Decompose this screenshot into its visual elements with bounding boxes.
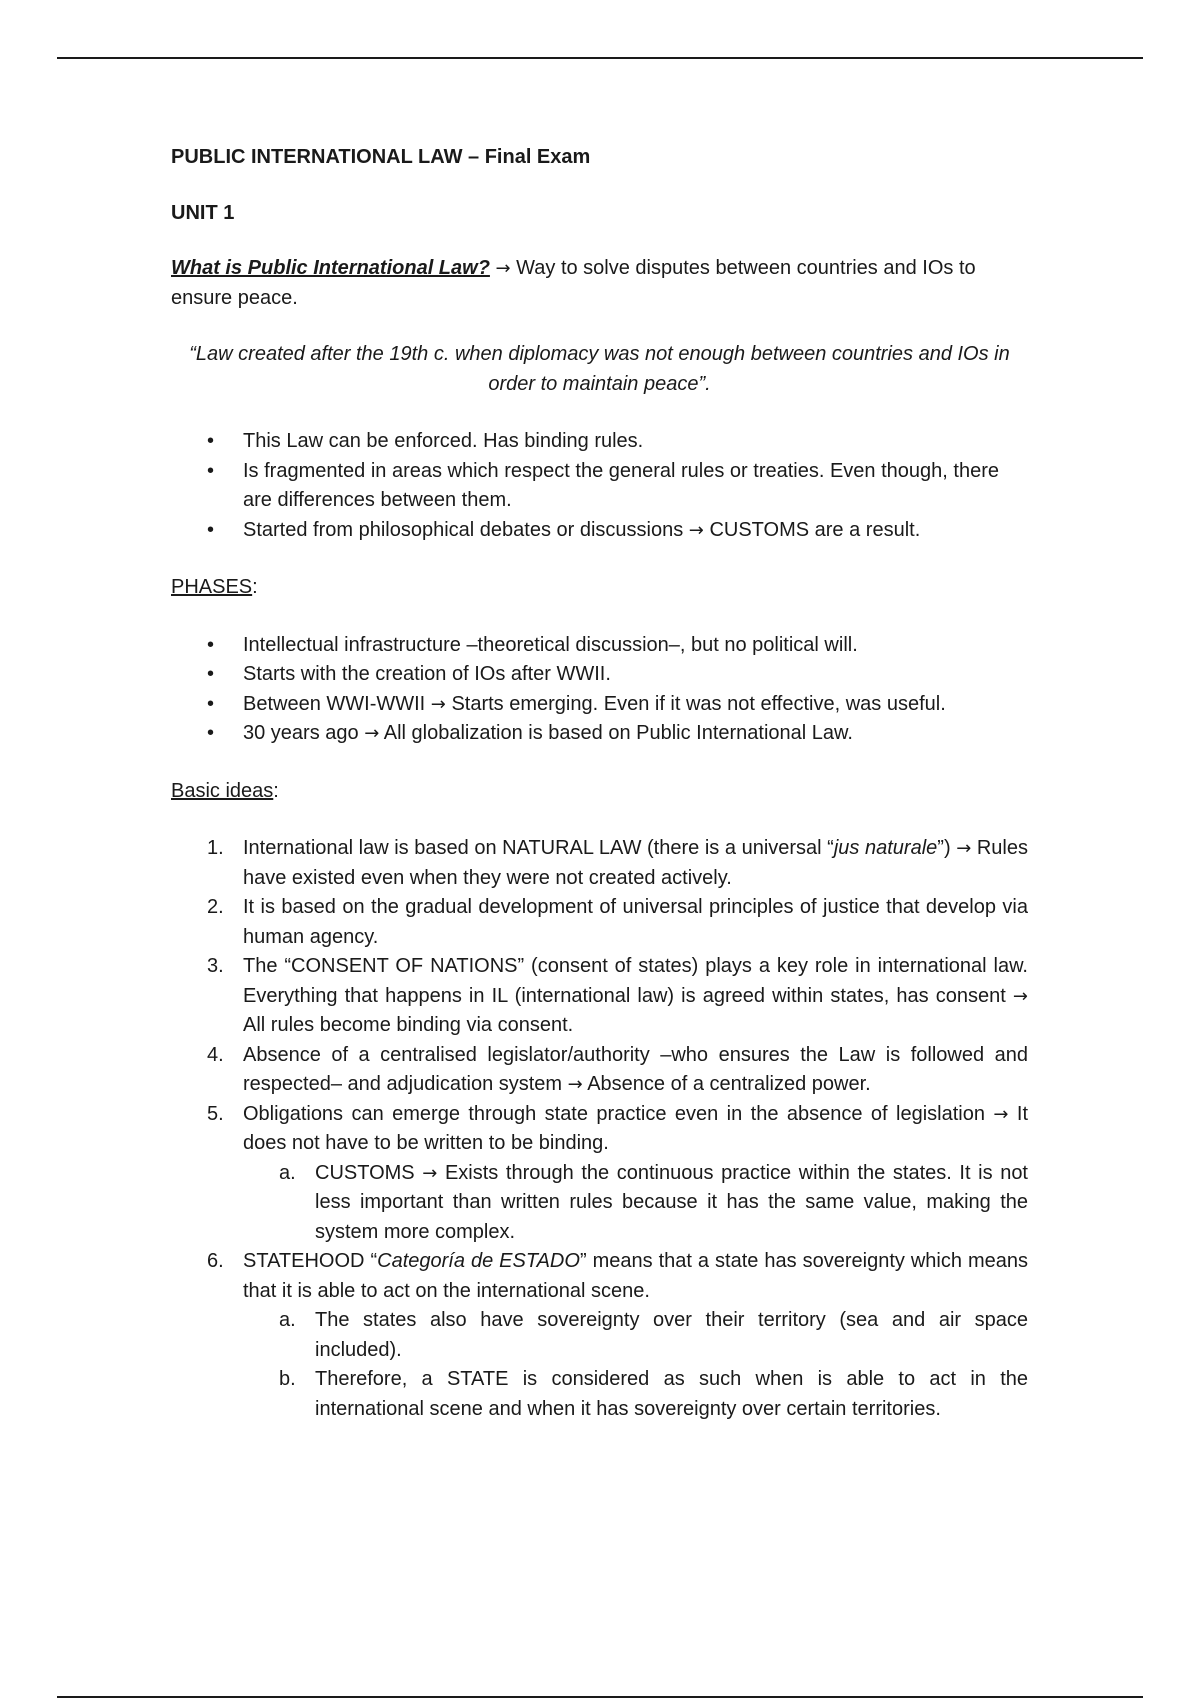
- list-item-text: Between WWI-WWII: [243, 692, 431, 715]
- list-item-text: Therefore, a STATE is considered as such when is able to act in the international scene and when it has sovereignty over certain territories.: [315, 1368, 1028, 1420]
- list-letter: a.: [279, 1309, 296, 1331]
- header-rule: [57, 57, 1143, 59]
- list-item-text: CUSTOMS are a result.: [703, 518, 921, 541]
- arrow-icon: →: [422, 1162, 438, 1184]
- document-body: [171, 143, 1028, 1424]
- list-item-text: The states also have sovereignty over their territory (sea and air space included).: [315, 1309, 1028, 1361]
- phases-heading-text: PHASES: [171, 576, 253, 598]
- definition-quote: “Law created after the 19th c. when diplomacy was not enough between countries and IOs in order to maintain peace”.: [189, 343, 1010, 395]
- list-item: [171, 952, 1028, 1041]
- list-item-text: Obligations can emerge through state practice even in the absence of legislation: [243, 1102, 994, 1125]
- sub-list-item: [243, 1159, 1028, 1248]
- list-item-text: ”): [937, 837, 957, 859]
- list-item-text: It is based on the gradual development of universal principles of justice that develop via human agency.: [243, 896, 1028, 948]
- list-number: 5.: [207, 1102, 224, 1125]
- list-letter: b.: [279, 1368, 296, 1390]
- arrow-icon: →: [956, 838, 972, 859]
- list-item-text: CUSTOMS: [315, 1161, 423, 1184]
- basic-ideas-list: [171, 834, 1028, 1424]
- arrow-icon: →: [430, 693, 446, 715]
- intro-paragraph: [171, 254, 1028, 313]
- list-item: [171, 1100, 1028, 1248]
- list-item: [171, 660, 1028, 690]
- list-number: 1.: [207, 837, 224, 859]
- list-item: [171, 427, 1028, 457]
- list-number: 2.: [207, 896, 224, 918]
- list-item: [171, 516, 1028, 546]
- intro-answer: Way to solve disputes between countries and IOs to ensure peace.: [171, 257, 976, 309]
- arrow-icon: →: [364, 723, 380, 744]
- list-item-text: Started from philosophical debates or discussions: [243, 518, 689, 541]
- list-item-text: It does not have to be written to be binding.: [243, 1102, 1029, 1154]
- list-item-text: Intellectual infrastructure –theoretical discussion–, but no political will.: [243, 633, 858, 656]
- arrow-icon: →: [495, 258, 511, 279]
- intro-question: What is Public International Law?: [171, 257, 490, 279]
- list-item-text: 30 years ago: [243, 722, 365, 744]
- list-item-text: Absence of a centralised legislator/authority –who ensures the Law is followed and respected– and adjudication system: [243, 1043, 1028, 1095]
- list-item-text: All globalization is based on Public International Law.: [379, 722, 853, 744]
- list-item-text: Starts emerging. Even if it was not effective, was useful.: [445, 692, 946, 715]
- list-item-text: Exists through the continuous practice within the states. It is not less important than written rules because it has the same value, making the system more complex.: [315, 1161, 1028, 1243]
- latin-term: jus naturale: [833, 837, 938, 859]
- sub-list-item: [243, 1365, 1028, 1424]
- list-item-text: The “CONSENT OF NATIONS” (consent of states) plays a key role in international law. Everything that happens in IL (international law) is agreed within states, has consent: [243, 955, 1028, 1007]
- list-item-text: Is fragmented in areas which respect the general rules or treaties. Even though, there are differences between them.: [243, 459, 999, 511]
- unit-heading: UNIT 1: [171, 201, 235, 224]
- list-item-text: Absence of a centralized power.: [582, 1073, 871, 1095]
- basic-ideas-heading-text: Basic ideas: [171, 779, 274, 802]
- phases-heading: [171, 573, 1028, 603]
- list-item-text: This Law can be enforced. Has binding rules.: [243, 430, 644, 452]
- footer-rule: [57, 1696, 1143, 1698]
- sub-list: [243, 1306, 1028, 1424]
- spanish-term: Categoría de ESTADO: [377, 1250, 580, 1272]
- characteristics-list: [171, 427, 1028, 545]
- heading-colon: :: [252, 576, 258, 598]
- list-item: [171, 1041, 1028, 1100]
- list-number: 3.: [207, 955, 224, 977]
- list-item-text: All rules become binding via consent.: [243, 1014, 574, 1036]
- list-item: [171, 1247, 1028, 1424]
- sub-list: [243, 1159, 1028, 1248]
- list-number: 6.: [207, 1250, 224, 1272]
- list-item: [171, 631, 1028, 661]
- arrow-icon: →: [1012, 985, 1028, 1007]
- list-item-text: Rules have existed even when they were not created actively.: [243, 837, 1028, 889]
- list-item-text: STATEHOOD “: [243, 1250, 378, 1272]
- arrow-icon: →: [688, 519, 704, 541]
- list-item-text: ” means that a state has sovereignty which means that it is able to act on the international scene.: [243, 1250, 1029, 1302]
- list-item-text: Starts with the creation of IOs after WWII.: [243, 663, 611, 685]
- sub-list-item: [243, 1306, 1028, 1365]
- list-item: [171, 834, 1028, 893]
- basic-ideas-heading: [171, 777, 1028, 807]
- document-title: PUBLIC INTERNATIONAL LAW – Final Exam: [171, 146, 591, 168]
- list-item: [171, 690, 1028, 720]
- list-number: 4.: [207, 1043, 224, 1066]
- list-item: [171, 893, 1028, 952]
- list-item: [171, 457, 1028, 516]
- phases-list: [171, 631, 1028, 749]
- heading-colon: :: [273, 779, 279, 802]
- list-letter: a.: [279, 1161, 296, 1184]
- list-item: [171, 719, 1028, 749]
- list-item-text: International law is based on NATURAL LAW (there is a universal “: [243, 837, 834, 859]
- arrow-icon: →: [567, 1074, 583, 1095]
- arrow-icon: →: [993, 1103, 1009, 1125]
